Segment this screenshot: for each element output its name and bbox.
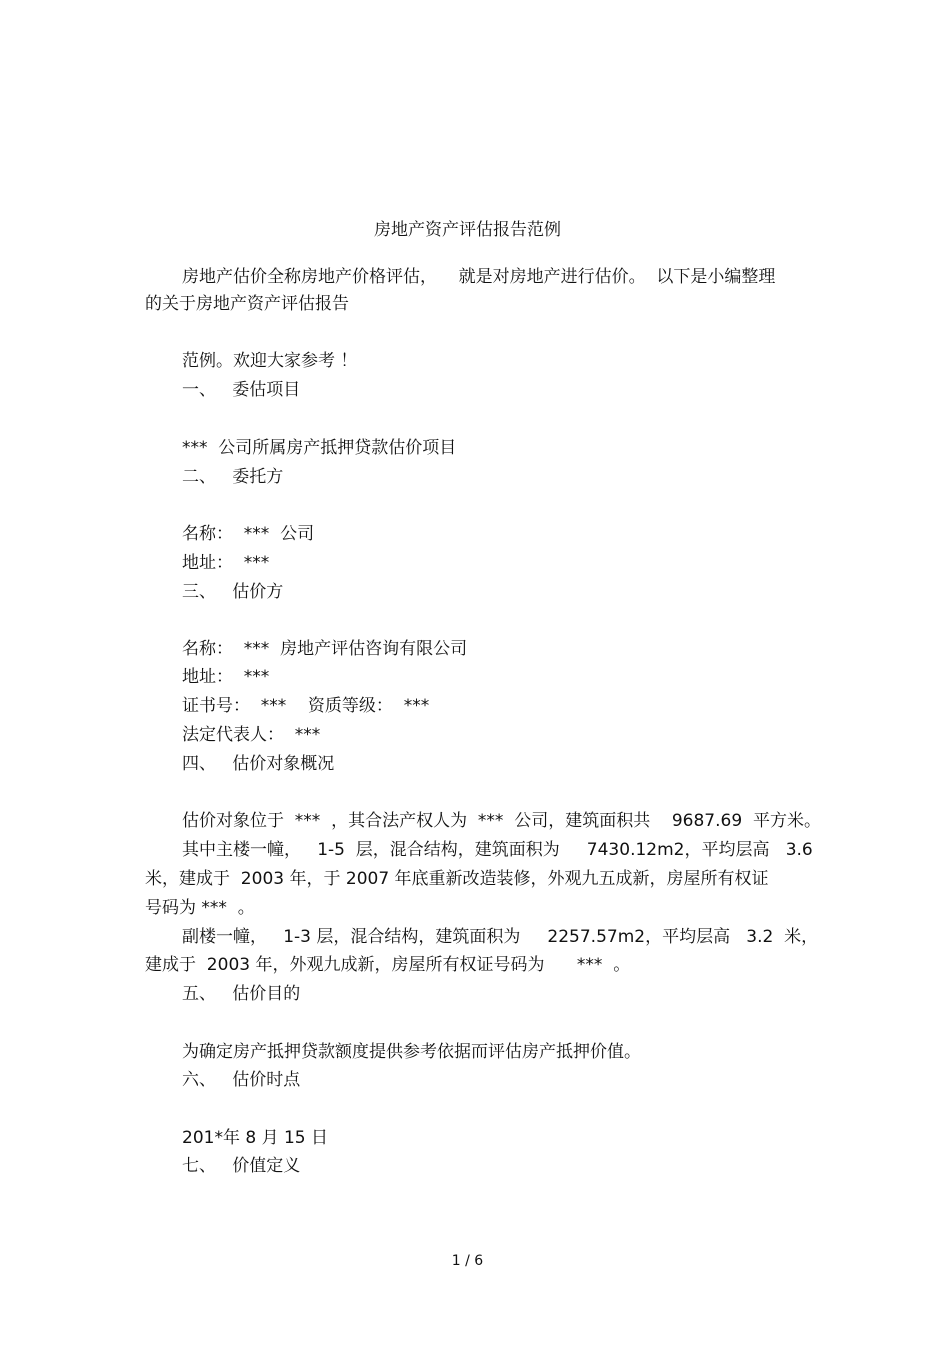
main-building-line-2: 米，建成于 2003 年，于 2007 年底重新改造装修，外观九五成新，房屋所有权证 [145,869,769,889]
section-heading-6: 六、 估价时点 [182,1070,301,1090]
appraiser-address: 地址： *** [182,667,270,687]
object-overview-line-1: 估价对象位于 *** ，其合法产权人为 *** 公司，建筑面积共 9687.69 平方米。 [182,811,821,831]
annex-building-line-2: 建成于 2003 年，外观九成新，房屋所有权证号码为 *** 。 [145,955,631,975]
section-heading-2: 二、 委托方 [182,467,284,487]
section-heading-4: 四、 估价对象概况 [182,754,335,774]
section-heading-5: 五、 估价目的 [182,984,301,1004]
section-heading-1: 一、 委估项目 [182,380,301,400]
section-heading-7: 七、 价值定义 [182,1156,301,1176]
appraiser-certificate: 证书号： *** 资质等级： *** [182,696,430,716]
intro-line-2: 的关于房地产资产评估报告 [145,294,349,314]
intro-line-1: 房地产估价全称房地产价格评估， 就是对房地产进行估价。 以下是小编整理 [182,267,776,287]
section-body-5: 为确定房产抵押贷款额度提供参考依据而评估房产抵押价值。 [182,1042,641,1062]
section-heading-3: 三、 估价方 [182,582,284,602]
section-body-1: *** 公司所属房产抵押贷款估价项目 [182,438,457,458]
section-body-6: 201*年 8 月 15 日 [182,1128,329,1148]
main-building-line-1: 其中主楼一幢， 1-5 层，混合结构，建筑面积为 7430.12m2，平均层高 3.6 [182,840,813,860]
legal-representative: 法定代表人： *** [182,725,321,745]
intro-line-3: 范例。欢迎大家参考 ！ [182,351,358,371]
document-title: 房地产资产评估报告范例 [374,220,561,240]
page-number: 1 / 6 [451,1253,484,1269]
main-building-line-3: 号码为 *** 。 [145,898,255,918]
appraiser-name: 名称： *** 房地产评估咨询有限公司 [182,639,468,659]
client-name: 名称： *** 公司 [182,524,315,544]
annex-building-line-1: 副楼一幢， 1-3 层，混合结构，建筑面积为 2257.57m2，平均层高 3.2 米， [182,927,819,947]
client-address: 地址： *** [182,553,270,573]
